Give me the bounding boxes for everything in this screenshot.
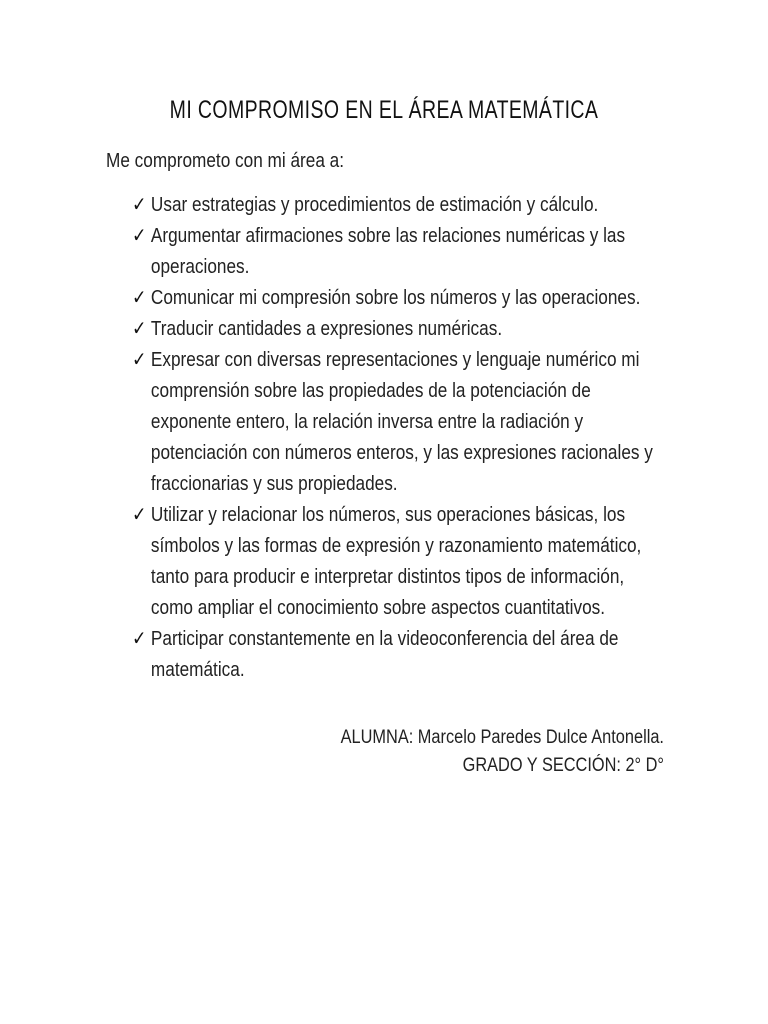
item-line: Traducir cantidades a expresiones numéricas. [150, 318, 503, 340]
item-line: Usar estrategias y procedimientos de estimación y cálculo. [150, 194, 599, 216]
item-line: exponente entero, la relación inversa entre la radiación y [150, 411, 584, 433]
check-icon: ✓ [132, 628, 147, 650]
item-line: tanto para producir e interpretar distintos tipos de información, [150, 566, 625, 588]
item-line: potenciación con números enteros, y las expresiones racionales y [150, 442, 653, 464]
check-icon: ✓ [132, 194, 147, 216]
list-item [132, 345, 682, 500]
item-line: operaciones. [150, 256, 250, 278]
check-icon: ✓ [132, 504, 147, 526]
item-line: comprensión sobre las propiedades de la potenciación de [150, 380, 591, 402]
item-line: símbolos y las formas de expresión y razonamiento matemático, [150, 535, 642, 557]
item-line: como ampliar el conocimiento sobre aspectos cuantitativos. [150, 597, 606, 619]
list-item [132, 190, 682, 221]
student-name: ALUMNA: Marcelo Paredes Dulce Antonella. [340, 727, 664, 748]
item-line: fraccionarias y sus propiedades. [150, 473, 398, 495]
page-title: MI COMPROMISO EN EL ÁREA MATEMÁTICA [169, 96, 599, 124]
list-item [132, 221, 682, 283]
check-icon: ✓ [132, 349, 147, 371]
list-item [132, 500, 682, 624]
item-line: Participar constantemente en la videoconferencia del área de [150, 628, 619, 650]
list-item [132, 624, 682, 686]
list-item [132, 314, 682, 345]
item-line: matemática. [150, 659, 245, 681]
check-icon: ✓ [132, 225, 147, 247]
intro-text: Me comprometo con mi área a: [106, 150, 345, 172]
signature-block [341, 724, 664, 780]
item-line: Comunicar mi compresión sobre los números y las operaciones. [150, 287, 641, 309]
list-item [132, 283, 682, 314]
item-line: Expresar con diversas representaciones y lenguaje numérico mi [150, 349, 640, 371]
grade-section: GRADO Y SECCIÓN: 2° D° [462, 755, 664, 776]
check-icon: ✓ [132, 287, 147, 309]
item-line: Utilizar y relacionar los números, sus operaciones básicas, los [150, 504, 626, 526]
check-icon: ✓ [132, 318, 147, 340]
commitment-list [132, 190, 682, 686]
item-line: Argumentar afirmaciones sobre las relaciones numéricas y las [150, 225, 626, 247]
